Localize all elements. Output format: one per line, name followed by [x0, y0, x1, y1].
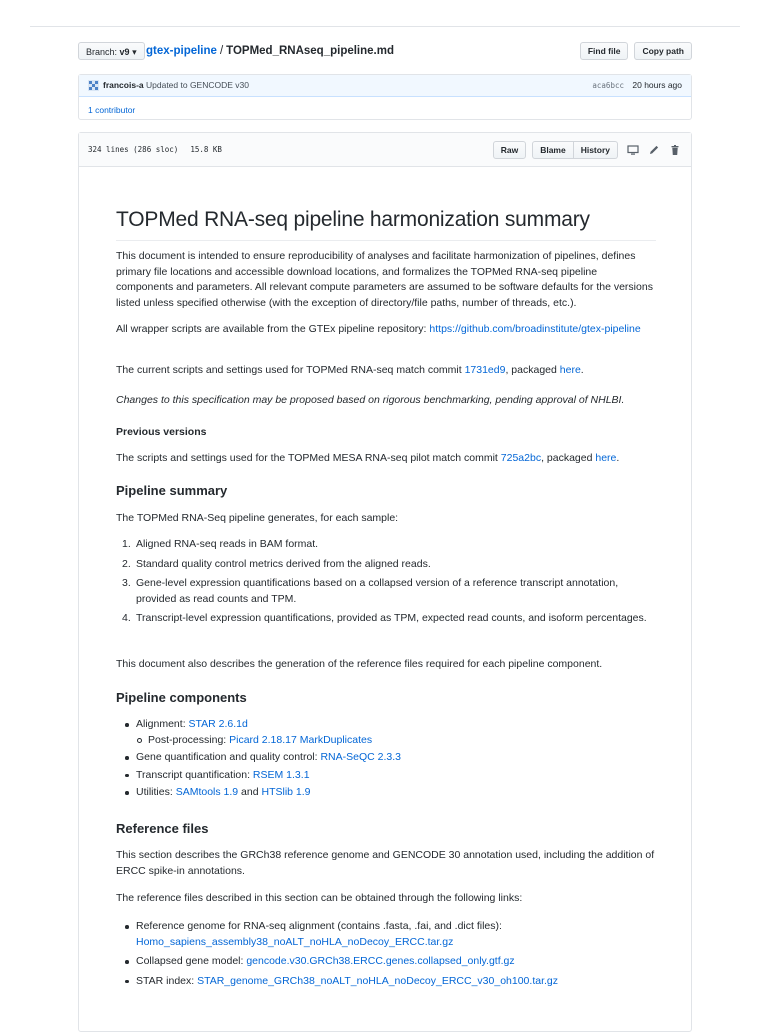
- file-size: 15.8 KB: [190, 145, 222, 154]
- txq-label: Transcript quantification:: [136, 768, 253, 781]
- rnaseqc-link[interactable]: RNA-SeQC 2.3.3: [320, 751, 401, 763]
- previous-commit-paragraph: [116, 451, 656, 467]
- list-item: 3. Gene-level expression quantifications based on a collapsed version of a reference transcript annotation, provided as read counts and TPM.: [122, 577, 619, 605]
- commit-summary: [103, 80, 249, 91]
- list-item: [116, 919, 656, 950]
- current-commit-link[interactable]: 1731ed9: [464, 364, 506, 376]
- avatar[interactable]: [88, 80, 99, 91]
- htslib-link[interactable]: HTSlib 1.9: [261, 786, 311, 798]
- list-item: [116, 954, 656, 970]
- file-header: [79, 133, 691, 167]
- reference-list: [116, 919, 656, 989]
- list-item-text: Gene-level expression quantifications based on a collapsed version of a reference transcript annotation, provided as read counts and TPM.: [136, 577, 619, 605]
- branch-value: v9: [119, 47, 130, 57]
- pencil-icon[interactable]: [648, 144, 660, 156]
- raw-button[interactable]: Raw: [493, 141, 526, 159]
- reference-intro: This section describes the GRCh38 reference genome and GENCODE 30 annotation used, including the addition of ERCC spike-in annotations.: [116, 849, 655, 877]
- list-item: [116, 768, 656, 784]
- gene-model-link[interactable]: gencode.v30.GRCh38.ERCC.genes.collapsed_only.gtf.gz: [246, 955, 515, 967]
- genome-link[interactable]: Homo_sapiens_assembly38_noALT_noHLA_noDecoy_ERCC.tar.gz: [136, 935, 454, 948]
- alignment-label: Alignment:: [136, 718, 189, 730]
- summary-intro: The TOPMed RNA-Seq pipeline generates, for each sample:: [116, 512, 399, 524]
- commit-sha[interactable]: aca6bcc: [592, 81, 624, 90]
- trash-icon[interactable]: [669, 144, 681, 156]
- star-index-label: STAR index:: [136, 974, 198, 987]
- branch-label: Branch:: [86, 47, 118, 57]
- list-item: [116, 733, 656, 749]
- current-package-link[interactable]: here: [559, 364, 581, 376]
- current-commit-paragraph: [116, 363, 656, 379]
- samtools-link[interactable]: SAMtools 1.9: [175, 786, 239, 798]
- star-link[interactable]: STAR 2.6.1d: [188, 718, 248, 730]
- picard-link[interactable]: Picard 2.18.17 MarkDuplicates: [229, 733, 373, 746]
- previous-versions-heading: Previous versions: [116, 426, 207, 438]
- repo-link[interactable]: gtex-pipeline: [146, 45, 217, 57]
- history-button[interactable]: History: [574, 141, 618, 159]
- genome-label: Reference genome for RNA-seq alignment (contains .fasta, .fai, and .dict files):: [136, 920, 502, 932]
- header-divider: [30, 26, 740, 27]
- previous-commit-link[interactable]: 725a2bc: [500, 452, 542, 464]
- commit-time: 20 hours ago: [632, 80, 682, 90]
- list-item: 1. Aligned RNA-seq reads in BAM format.: [122, 538, 319, 550]
- reference-files-heading: Reference files: [116, 821, 209, 836]
- list-item: [116, 785, 656, 801]
- summary-outro: This document also describes the generation of the reference files required for each pipeline component.: [116, 658, 603, 670]
- pipeline-summary-heading: Pipeline summary: [116, 483, 228, 498]
- page-title: TOPMed RNA-seq pipeline harmonization summary: [116, 208, 590, 231]
- util-and: and: [238, 786, 262, 798]
- file-navigation: [78, 42, 692, 62]
- desktop-icon[interactable]: [627, 144, 639, 156]
- latest-commit-bar: [79, 75, 691, 97]
- contributors-link[interactable]: 1 contributor: [88, 105, 136, 115]
- wrappers-paragraph: [116, 322, 656, 338]
- changes-text: Changes to this specification may be proposed based on rigorous benchmarking, pending approval of NHLBI.: [116, 394, 625, 406]
- prev-mid: , packaged: [541, 452, 596, 464]
- file-actions: [493, 141, 681, 159]
- breadcrumb-separator: /: [219, 45, 224, 57]
- changes-paragraph: [116, 393, 656, 409]
- pipeline-components-heading: Pipeline components: [116, 690, 247, 705]
- prev-prefix: The scripts and settings used for the TOPMed MESA RNA-seq pilot match commit: [116, 452, 501, 464]
- summary-list: [116, 537, 656, 627]
- file-lines: 324 lines (286 sloc): [88, 145, 179, 154]
- blame-button[interactable]: Blame: [532, 141, 574, 159]
- current-end: .: [580, 364, 584, 376]
- breadcrumb: [146, 44, 394, 59]
- path-actions: [580, 42, 692, 60]
- current-mid: , packaged: [505, 364, 560, 376]
- list-item-text: Aligned RNA-seq reads in BAM format.: [136, 538, 319, 550]
- star-index-link[interactable]: STAR_genome_GRCh38_noALT_noHLA_noDecoy_ERCC_v30_oh100.tar.gz: [197, 974, 558, 987]
- branch-select-button[interactable]: [78, 42, 145, 60]
- reference-links-intro: The reference files described in this section can be obtained through the following links:: [116, 892, 523, 904]
- sub-list: [116, 733, 656, 749]
- list-item: 4. Transcript-level expression quantifications, provided as TPM, expected read counts, and isoform percentages.: [122, 612, 647, 624]
- post-label: Post-processing:: [148, 733, 230, 746]
- list-item-text: Transcript-level expression quantifications, provided as TPM, expected read counts, and isoform percentages.: [136, 612, 647, 624]
- file-view: [78, 132, 692, 1032]
- util-label: Utilities:: [136, 786, 176, 798]
- list-item: [116, 717, 656, 748]
- intro-paragraph: This document is intended to ensure reproducibility of analyses and facilitate harmonization of pipelines, defines primary file locations and accessible download locations, and formalizes the TOPMed RNA-seq pipeline components and parameters. All relevant compute parameters are assumed to be software defaults for the versions listed unless specified otherwise (with the exception of directory/file paths, number of threads, etc.).: [116, 250, 653, 309]
- file-name: TOPMed_RNAseq_pipeline.md: [226, 45, 394, 57]
- commit-author[interactable]: francois-a: [103, 80, 144, 90]
- title-divider: [116, 240, 656, 241]
- copy-path-button[interactable]: Copy path: [634, 42, 692, 60]
- commit-tease: [78, 74, 692, 120]
- geneq-label: Gene quantification and quality control:: [136, 751, 321, 763]
- file-info: [88, 144, 222, 155]
- list-item-text: Standard quality control metrics derived from the aligned reads.: [136, 557, 431, 570]
- wrappers-text: All wrapper scripts are available from the GTEx pipeline repository:: [116, 323, 430, 335]
- components-list: [116, 717, 656, 801]
- list-item: [116, 750, 656, 766]
- current-prefix: The current scripts and settings used for TOPMed RNA-seq match commit: [116, 364, 465, 376]
- list-item: [116, 974, 656, 990]
- rsem-link[interactable]: RSEM 1.3.1: [252, 768, 310, 781]
- commit-meta: [592, 80, 682, 91]
- chevron-down-icon: ▾: [132, 47, 137, 57]
- gtex-pipeline-link[interactable]: https://github.com/broadinstitute/gtex-pipeline: [429, 323, 641, 335]
- previous-package-link[interactable]: here: [595, 452, 617, 464]
- list-item: 2. Standard quality control metrics derived from the aligned reads.: [122, 557, 431, 570]
- find-file-button[interactable]: Find file: [580, 42, 629, 60]
- commit-message[interactable]: Updated to GENCODE v30: [146, 80, 249, 90]
- gene-model-label: Collapsed gene model:: [136, 955, 247, 967]
- prev-end: .: [616, 452, 620, 464]
